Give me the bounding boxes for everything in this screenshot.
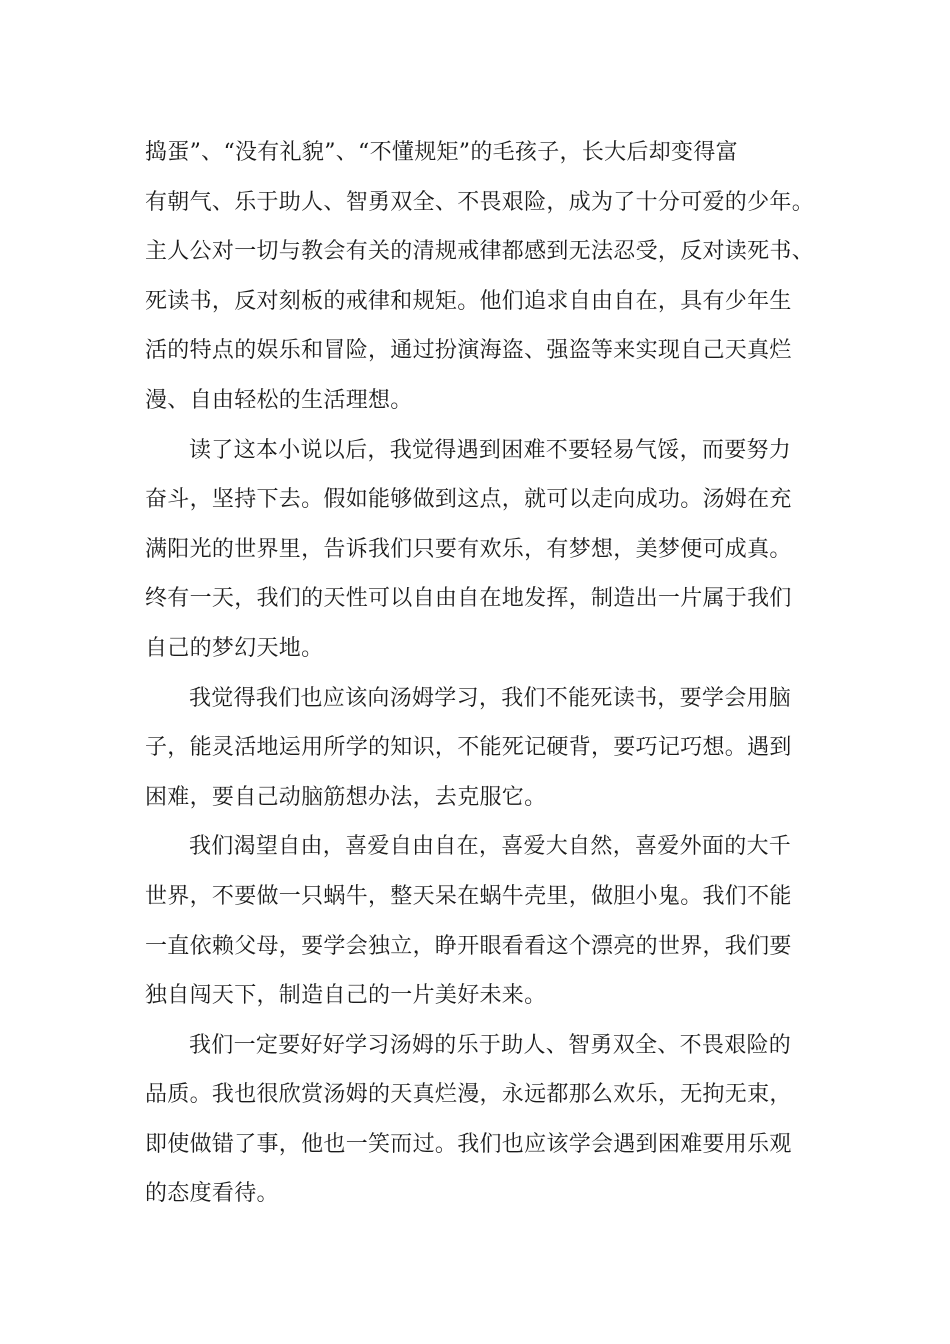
paragraph-3-line-1: 我觉得我们也应该向汤姆学习，我们不能死读书，要学会用脑 <box>189 685 792 711</box>
paragraph-5-line-3: 即使做错了事，他也一笑而过。我们也应该学会遇到困难要用乐观 <box>145 1131 792 1157</box>
paragraph-4-line-2: 世界，不要做一只蜗牛，整天呆在蜗牛壳里，做胆小鬼。我们不能 <box>145 883 792 909</box>
paragraph-2-line-3: 满阳光的世界里，告诉我们只要有欢乐，有梦想，美梦便可成真。 <box>145 536 792 562</box>
text-line-1: 捣蛋”、“没有礼貌”、“不懂规矩”的毛孩子，长大后却变得富 <box>145 140 738 165</box>
paragraph-2-line-4: 终有一天，我们的天性可以自由自在地发挥，制造出一片属于我们 <box>145 586 792 612</box>
paragraph-3-line-2: 子，能灵活地运用所学的知识，不能死记硬背，要巧记巧想。遇到 <box>145 735 792 761</box>
paragraph-2-line-2: 奋斗，坚持下去。假如能够做到这点，就可以走向成功。汤姆在充 <box>145 487 792 513</box>
paragraph-5-line-4: 的态度看待。 <box>145 1181 279 1207</box>
paragraph-5-line-1: 我们一定要好好学习汤姆的乐于助人、智勇双全、不畏艰险的 <box>189 1032 792 1058</box>
paragraph-4-line-4: 独自闯天下，制造自己的一片美好未来。 <box>145 983 547 1009</box>
paragraph-4-line-1: 我们渴望自由，喜爱自由自在，喜爱大自然，喜爱外面的大千 <box>189 834 792 860</box>
paragraph-5-line-2: 品质。我也很欣赏汤姆的天真烂漫，永远都那么欢乐，无拘无束， <box>145 1082 792 1108</box>
paragraph-2-line-1: 读了这本小说以后，我觉得遇到困难不要轻易气馁，而要努力 <box>189 437 792 463</box>
document-body <box>145 128 813 1219</box>
text-line-5: 活的特点的娱乐和冒险，通过扮演海盗、强盗等来实现自己天真烂 <box>145 338 792 364</box>
paragraph-3-line-3: 困难，要自己动脑筋想办法，去克服它。 <box>145 784 547 810</box>
text-line-4: 死读书，反对刻板的戒律和规矩。他们追求自由自在，具有少年生 <box>145 288 792 314</box>
text-line-3: 主人公对一切与教会有关的清规戒律都感到无法忍受，反对读死书、 <box>145 239 815 265</box>
paragraph-2-line-5: 自己的梦幻天地。 <box>145 635 324 661</box>
text-line-2: 有朝气、乐于助人、智勇双全、不畏艰险，成为了十分可爱的少年。 <box>145 189 815 215</box>
paragraph-4-line-3: 一直依赖父母，要学会独立，睁开眼看看这个漂亮的世界，我们要 <box>145 933 792 959</box>
text-line-6: 漫、自由轻松的生活理想。 <box>145 387 413 413</box>
